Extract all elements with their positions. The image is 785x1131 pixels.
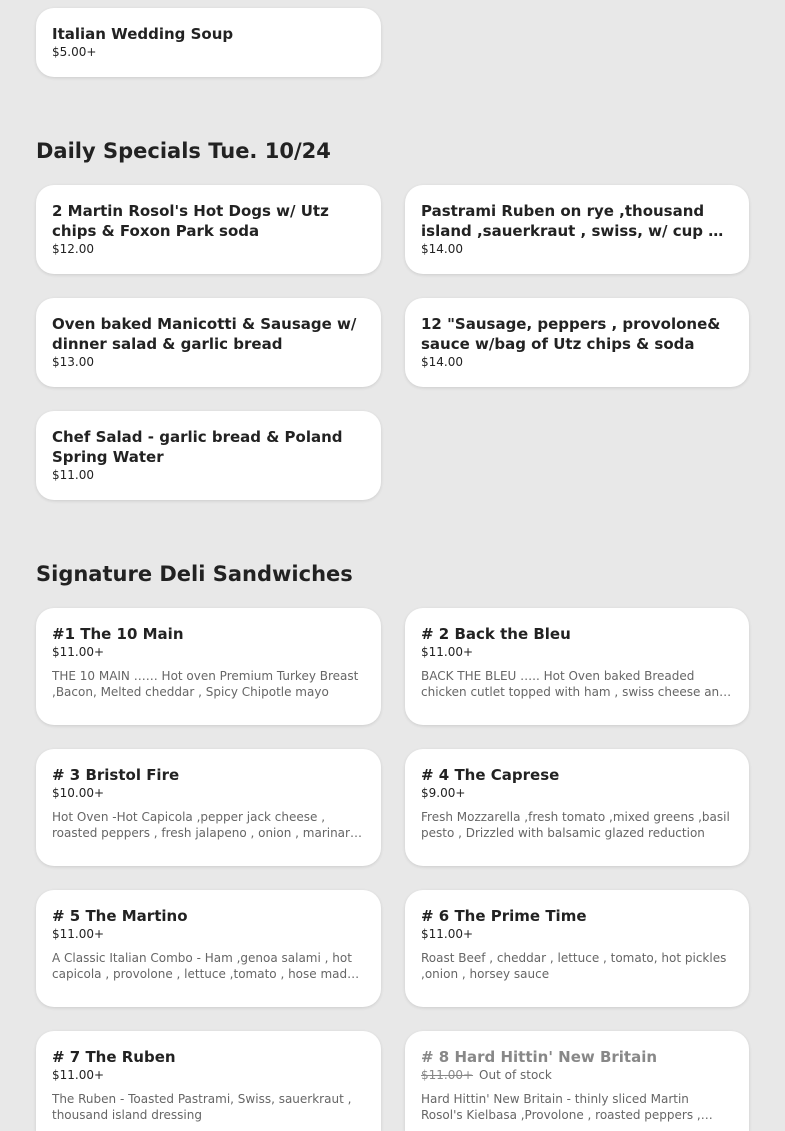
- out-of-stock-label: Out of stock: [479, 1068, 552, 1082]
- item-description: BACK THE BLEU ….. Hot Oven baked Breaded chicken cutlet topped with ham , swiss cheese and: [421, 669, 727, 699]
- menu-item-card-out-of-stock[interactable]: [405, 1031, 749, 1131]
- item-price: $12.00: [52, 242, 94, 256]
- item-description: Fresh Mozzarella ,fresh tomato ,mixed greens ,basil pesto , Drizzled with balsamic glazed reduction: [421, 810, 730, 840]
- menu-item-card[interactable]: [36, 749, 381, 866]
- item-name: # 4 The Caprese: [421, 766, 560, 784]
- item-price: $11.00+: [421, 927, 474, 941]
- menu-item-card[interactable]: [36, 411, 381, 500]
- item-name: # 5 The Martino: [52, 907, 188, 925]
- item-description: Roast Beef , cheddar , lettuce , tomato, hot pickles ,onion , horsey sauce: [421, 951, 727, 981]
- menu-item-card[interactable]: [405, 608, 749, 725]
- menu-item-card[interactable]: [36, 1031, 381, 1131]
- menu-item-card[interactable]: [405, 749, 749, 866]
- section-title-daily-specials: Daily Specials Tue. 10/24: [36, 139, 331, 163]
- item-price: $5.00+: [52, 45, 97, 59]
- item-price: $13.00: [52, 355, 94, 369]
- item-price: $10.00+: [52, 786, 105, 800]
- item-price: $11.00+: [52, 645, 105, 659]
- item-name: # 7 The Ruben: [52, 1048, 176, 1066]
- item-price: $11.00+: [421, 1068, 474, 1082]
- menu-item-card[interactable]: [405, 298, 749, 387]
- menu-item-card[interactable]: [36, 8, 381, 77]
- item-price: $11.00+: [52, 927, 105, 941]
- item-price: $14.00: [421, 242, 463, 256]
- item-name: #1 The 10 Main: [52, 625, 184, 643]
- item-description: Hot Oven -Hot Capicola ,pepper jack cheese , roasted peppers , fresh jalapeno , onion , marinara: [52, 810, 358, 840]
- item-price: $11.00+: [52, 1068, 105, 1082]
- item-description: A Classic Italian Combo - Ham ,genoa salami , hot capicola , provolone , lettuce ,tomato , hose made: [52, 951, 355, 981]
- item-price: $11.00+: [421, 645, 474, 659]
- item-name: Oven baked Manicotti & Sausage w/ dinner salad & garlic bread: [52, 315, 357, 353]
- item-price: $11.00: [52, 468, 94, 482]
- item-name: Italian Wedding Soup: [52, 25, 234, 43]
- item-name: Pastrami Ruben on rye ,thousand island ,sauerkraut , swiss, w/ cup of: [421, 202, 726, 240]
- menu-item-card[interactable]: [36, 185, 381, 274]
- item-name: 12 "Sausage, peppers , provolone& sauce w/bag of Utz chips & soda: [421, 315, 721, 353]
- item-name: # 6 The Prime Time: [421, 907, 587, 925]
- menu-item-card[interactable]: [36, 298, 381, 387]
- item-name: # 3 Bristol Fire: [52, 766, 180, 784]
- item-description: THE 10 MAIN …… Hot oven Premium Turkey Breast ,Bacon, Melted cheddar , Spicy Chipotle mayo: [52, 669, 359, 699]
- menu-item-card[interactable]: [405, 185, 749, 274]
- item-description: The Ruben - Toasted Pastrami, Swiss, sauerkraut , thousand island dressing: [52, 1092, 352, 1122]
- menu-item-card[interactable]: [36, 890, 381, 1007]
- item-description: Hard Hittin' New Britain - thinly sliced Martin Rosol's Kielbasa ,Provolone , roasted peppers ,: [421, 1092, 701, 1122]
- item-name: # 8 Hard Hittin' New Britain: [421, 1048, 658, 1066]
- item-price: $14.00: [421, 355, 463, 369]
- item-price-row: [421, 1067, 733, 1083]
- item-name: 2 Martin Rosol's Hot Dogs w/ Utz chips & Foxon Park soda: [52, 202, 329, 240]
- section-title-signature-sandwiches: Signature Deli Sandwiches: [36, 562, 353, 586]
- item-name: # 2 Back the Bleu: [421, 625, 571, 643]
- item-price: $9.00+: [421, 786, 466, 800]
- menu-item-card[interactable]: [36, 608, 381, 725]
- item-name: Chef Salad - garlic bread & Poland Spring Water: [52, 428, 343, 466]
- menu-item-card[interactable]: [405, 890, 749, 1007]
